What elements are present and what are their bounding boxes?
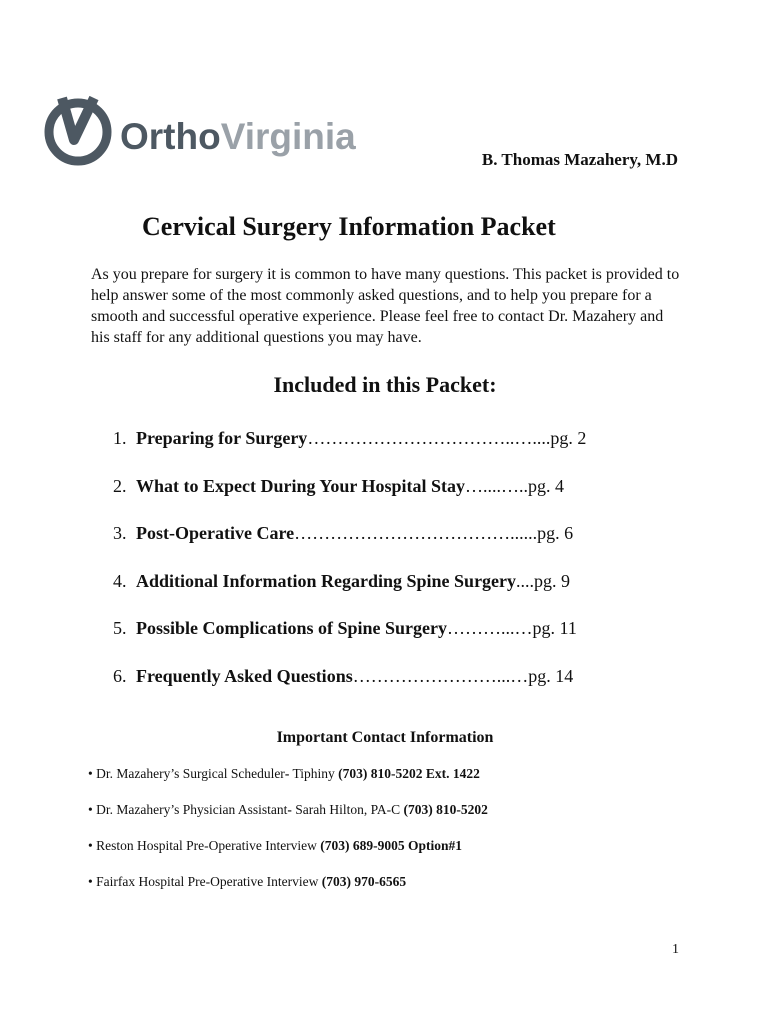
bullet-icon: • — [88, 802, 93, 817]
contact-heading: Important Contact Information — [276, 729, 494, 746]
toc-item-page: pg. 9 — [534, 570, 571, 591]
logo-word-ortho: Ortho — [120, 116, 221, 157]
toc-item-number: 4. — [113, 570, 127, 591]
toc-item-leader: .... — [516, 570, 535, 591]
toc-item — [113, 428, 586, 476]
toc-item-page: pg. 2 — [550, 428, 587, 448]
packet-contents-heading: Included in this Packet: — [273, 372, 497, 397]
contact-dash: - — [284, 766, 290, 781]
bullet-icon: • — [88, 838, 93, 853]
toc-item-leader: ………...… — [447, 618, 533, 638]
toc-item-title: What to Expect During Your Hospital Stay — [136, 475, 466, 496]
orthovirginia-logo — [44, 92, 364, 168]
contact-item — [88, 802, 488, 838]
contact-role: Dr. Mazahery’s Surgical Scheduler — [92, 766, 285, 781]
contact-role: Dr. Mazahery’s Physician Assistant — [92, 802, 288, 817]
contact-name: Sarah Hilton, PA-C — [291, 802, 404, 817]
toc-item-leader: ………………………………...... — [294, 523, 538, 543]
toc-item-number: 6. — [113, 665, 127, 686]
contact-role: Fairfax Hospital Pre-Operative Interview — [92, 874, 322, 889]
document-title: Cervical Surgery Information Packet — [142, 212, 556, 241]
toc-item — [113, 476, 586, 524]
toc-item-number: 3. — [113, 523, 127, 543]
toc-item-page: pg. 6 — [537, 523, 574, 543]
toc-item-number: 2. — [113, 475, 127, 496]
toc-item — [113, 618, 586, 666]
toc-item — [113, 571, 586, 619]
logo-mark-icon — [44, 92, 364, 168]
toc-item-title: Post-Operative Care — [136, 523, 295, 543]
toc-item-title: Frequently Asked Questions — [136, 665, 353, 686]
toc-item-title: Additional Information Regarding Spine Surgery — [136, 570, 517, 591]
toc-item-page: pg. 4 — [528, 475, 565, 496]
logo-word-virginia: Virginia — [220, 116, 356, 157]
toc-item — [113, 523, 586, 571]
contact-role: Reston Hospital Pre-Operative Interview — [92, 838, 321, 853]
toc-item-title: Possible Complications of Spine Surgery — [136, 618, 448, 638]
contact-phone: (703) 970-6565 — [321, 874, 407, 889]
contact-item — [88, 766, 488, 802]
toc-item-leader: …....….. — [465, 475, 529, 496]
page-number: 1 — [672, 942, 679, 957]
contact-phone: (703) 810-5202 — [403, 802, 488, 817]
table-of-contents — [113, 428, 586, 713]
contact-item — [88, 838, 488, 874]
intro-paragraph: As you prepare for surgery it is common to have many questions. This packet is provided to help answer some of the most commonly asked questions, and to help you prepare for a smooth and successful operative experience. Please feel free to contact Dr. Mazahery and his staff for any additional questions you may have. — [91, 266, 680, 346]
contact-list — [88, 766, 488, 910]
contact-phone: (703) 689-9005 Option#1 — [320, 838, 463, 853]
contact-dash: - — [287, 802, 292, 817]
toc-item-leader: ……………………………..….... — [307, 428, 551, 448]
toc-item-number: 1. — [113, 428, 127, 448]
contact-name: Tiphiny — [289, 766, 339, 781]
toc-item-title: Preparing for Surgery — [136, 428, 308, 448]
contact-phone: (703) 810-5202 Ext. 1422 — [338, 766, 480, 781]
toc-item-page: pg. 14 — [528, 665, 574, 686]
toc-item-number: 5. — [113, 618, 127, 638]
toc-item — [113, 666, 586, 714]
bullet-icon: • — [88, 766, 93, 781]
bullet-icon: • — [88, 874, 93, 889]
svg-text:OrthoVirginia — [120, 116, 356, 157]
doctor-name: B. Thomas Mazahery, M.D — [481, 150, 678, 169]
toc-item-leader: ……………………...… — [352, 665, 529, 686]
contact-item — [88, 874, 488, 910]
toc-item-page: pg. 11 — [532, 618, 577, 638]
